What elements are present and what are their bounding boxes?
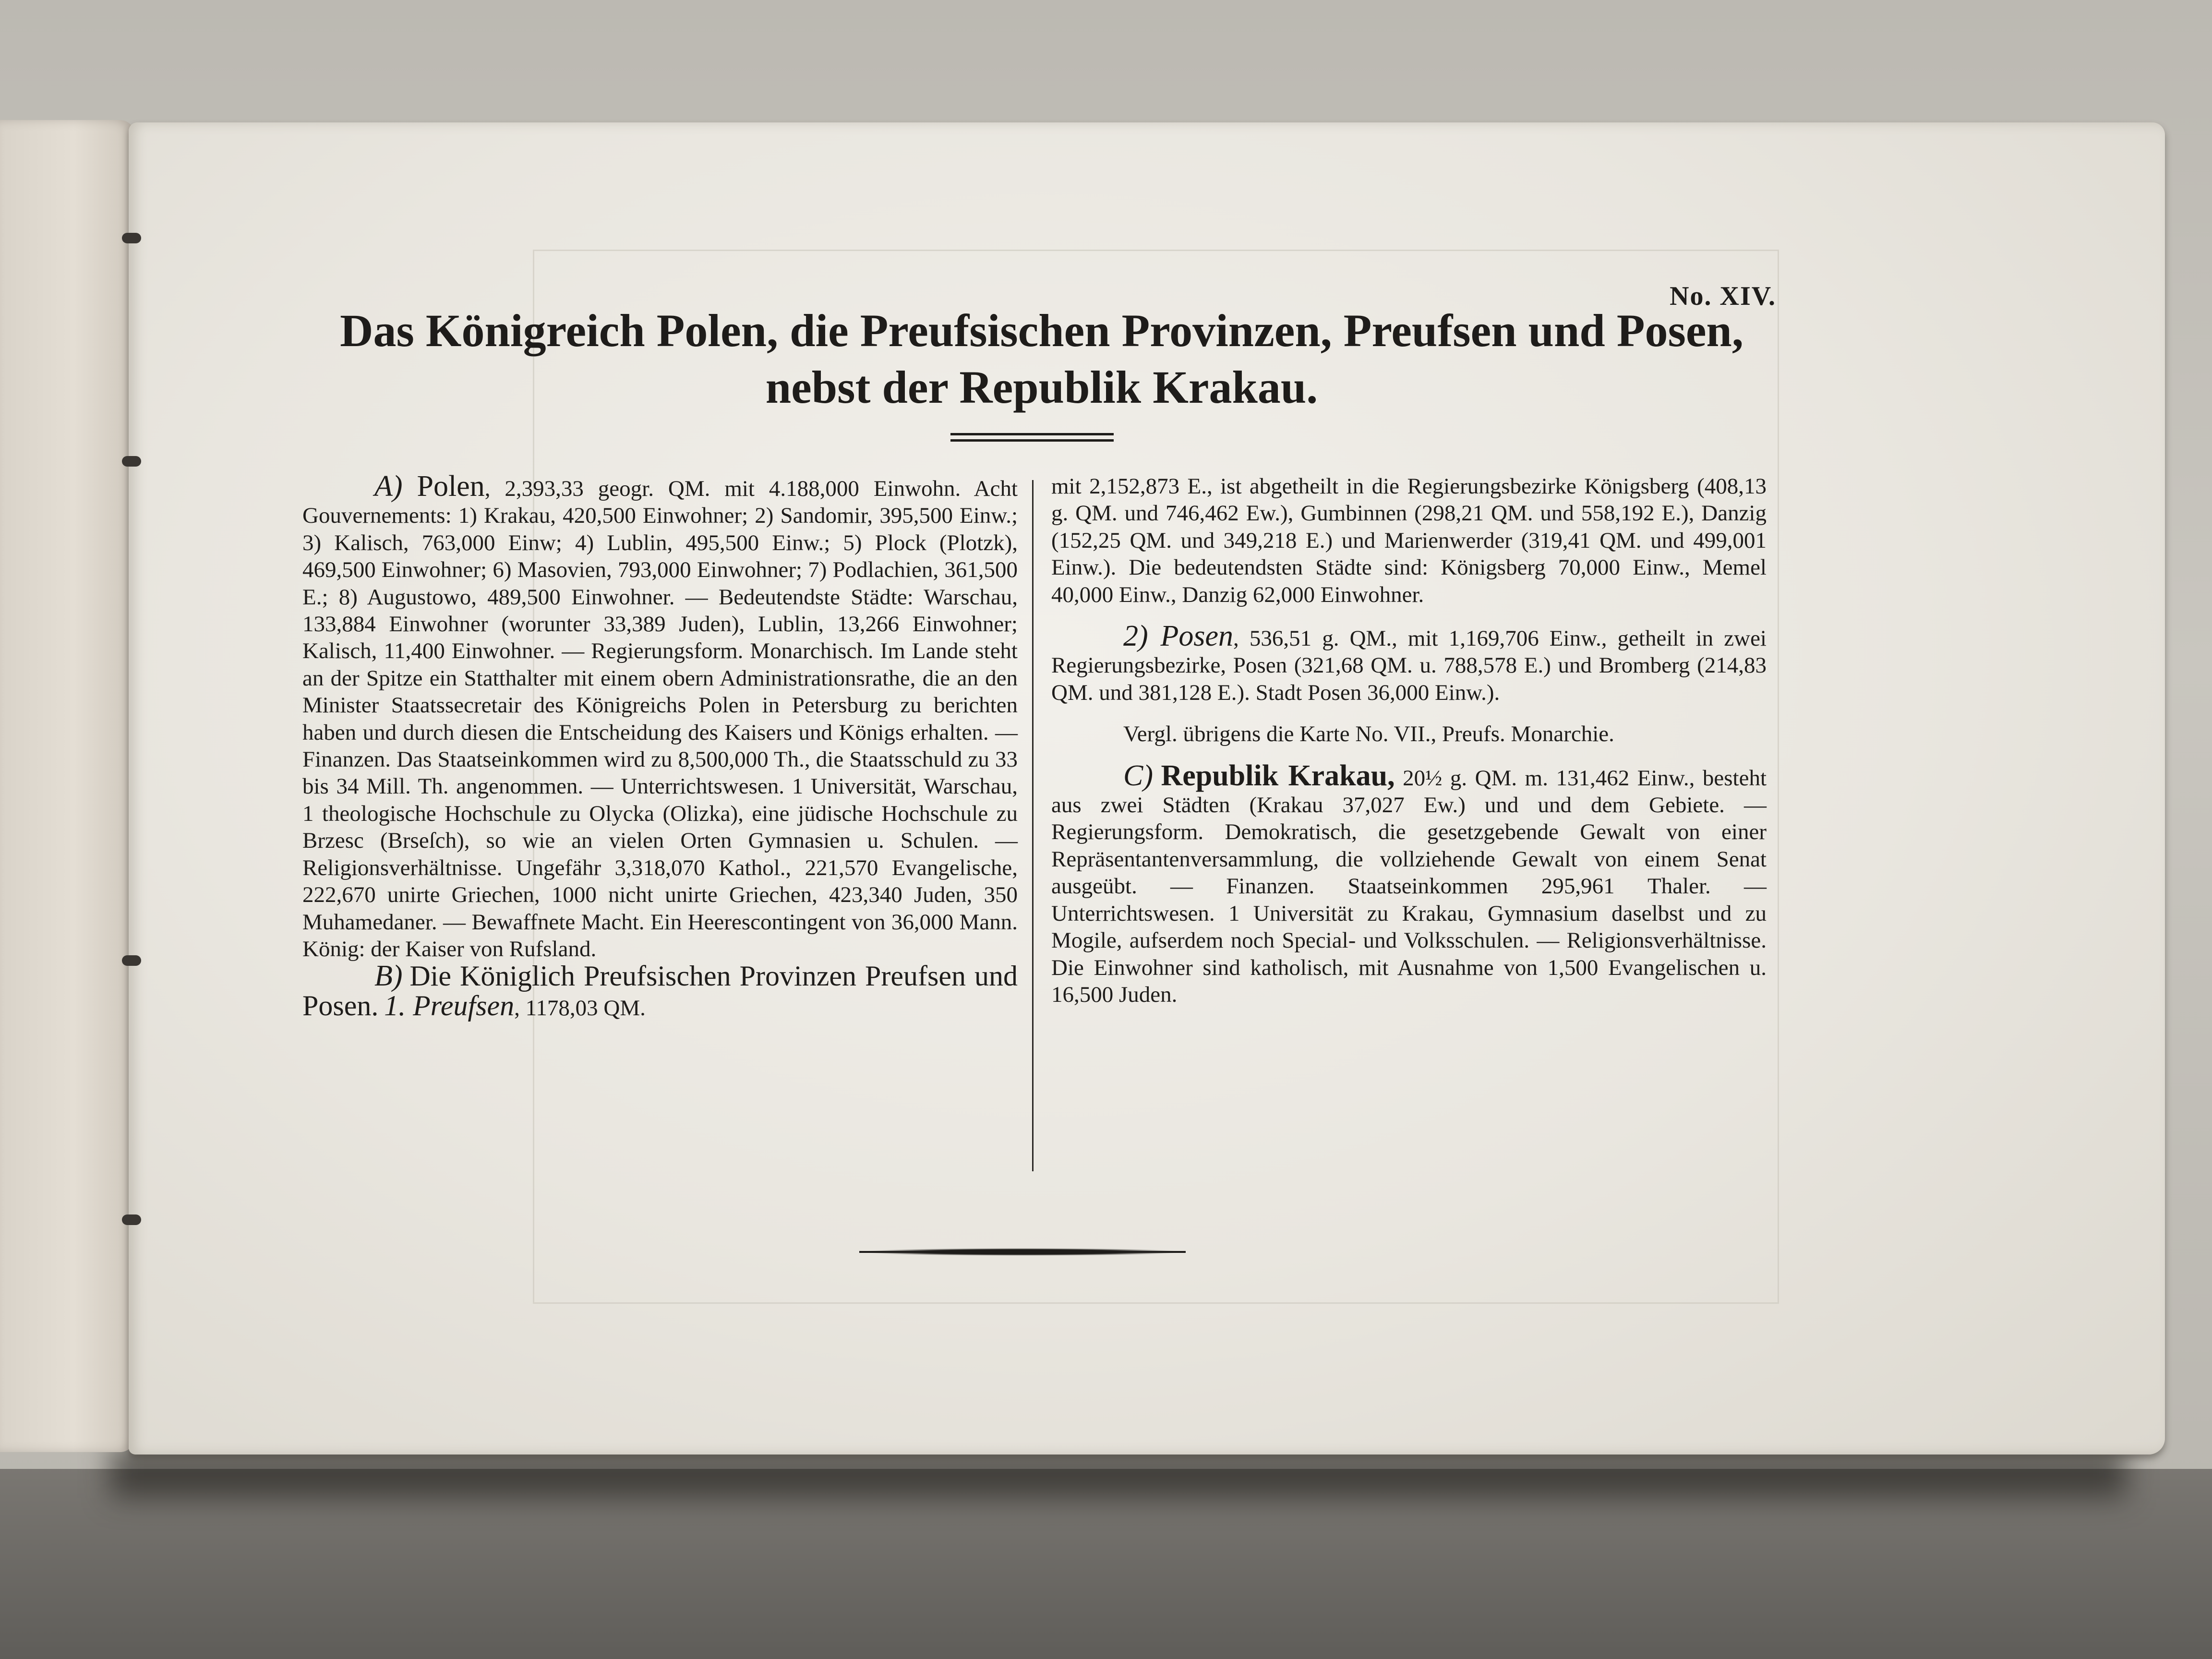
section-a-text: , 2,393,33 geogr. QM. mit 4.188,000 Einwohn. Acht Gouvernements: 1) Krakau, 420,500 Einwohner; 2) Sandomir, 395,500 Einw.; 3) Kalisch, 763,000 Einw; 4) Lublin, 495,500 Einw.; 5) Plock (Plotzk), 469,500 Einwohner; 6) Masovien, 793,000 Einwohner; 7) Podlachien, 361,500 E.; 8) Augustowo, 489,500 Einwohner. — Bedeutendste Städte: Warschau, 133,884 Einwohner (worunter 33,389 Juden), Lublin, 13,266 Einwohner; Kalisch, 11,400 Einwohner. — Regierungsform. Monarchisch. Im Lande steht an der Spitze ein Statthalter mit einem obern Administrationsrathe, die an den Minister Staatssecretair des Königreichs Polen in Petersburg zu berichten haben und durch diesen die Entscheidung des Kaisers und Königs erhalten. — Finanzen. Das Staatseinkommen wird zu 8,500,000 Th., die Staatsschuld zu 33 bis 34 Mill. Th. angenommen. — Unterrichtswesen. 1 Universität, Warschau, 1 theologische Hochschule zu Olycka (Olizka), eine jüdische Hochschule zu Brzesc (Brseſch), so wie an vielen Orten Gymnasien u. Schulen. — Religionsverhältnisse. Ungefähr 3,318,070 Kathol., 221,570 Evangelische, 222,670 unirte Griechen, 1000 nicht unirte Griechen, 423,340 Juden, 350 Muhamedaner. — Bewaffnete Macht. Ein Heerescontingent von 36,000 Mann. König: der Kaiser von Rufsland. [302,476,1018,962]
section-c-lead: C) [1123,759,1153,792]
column-divider [1032,480,1034,1171]
section-c [1051,759,1767,1009]
binding-stitch [122,955,141,966]
title-rule [950,433,1114,442]
page-title: Das Königreich Polen, die Preufsischen Provinzen, Preufsen und Posen, nebst der Republik Krakau. [340,305,1743,413]
page-number: No. XIV. [1670,281,1776,311]
section-b-sub1-lead: 1. Preufsen [384,989,515,1022]
section-b-reference: Vergl. übrigens die Karte No. VII., Preufs. Monarchie. [1123,721,1614,747]
left-page-edge [0,120,134,1452]
section-b-sub2-lead: 2) Posen [1123,620,1234,653]
column-left [302,470,1018,1022]
bottom-rule [859,1248,1186,1256]
binding-stitch [122,1214,141,1225]
section-b-posen [1051,620,1767,706]
section-b-sub1-text: , 1178,03 QM. [514,995,646,1021]
section-b-heading [302,962,1018,1022]
section-b-continued: mit 2,152,873 E., ist abgetheilt in die Regierungsbezirke Königsberg (408,13 g. QM. und 746,462 Ew.), Gumbinnen (298,21 QM. und 558,192 E.), Danzig (152,25 QM. und 349,218 E.) und Marienwerder (319,41 QM. und 499,001 Einw.). Die bedeutendsten Städte sind: Königsberg 70,000 Einw., Memel 40,000 Einw., Danzig 62,000 Einwohner. [1051,474,1767,607]
binding-stitch [122,456,141,467]
section-b-sub2-text: , 536,51 g. QM., mit 1,169,706 Einw., getheilt in zwei Regierungsbezirke, Posen (321,68 QM. u. 788,578 E.) und Bromberg (214,83 QM. und 381,128 E.). Stadt Posen 36,000 Einw.). [1051,626,1767,705]
section-a [302,470,1018,962]
section-a-name: Polen [417,470,485,503]
section-c-name: Republik Krakau, [1161,759,1395,792]
section-b-lead: B) [374,960,403,993]
section-b-name: Die Königlich Preufsischen Provinzen Preufsen und Posen. [302,960,1018,1022]
column-right [1051,473,1767,1022]
section-a-lead: A) [374,470,403,503]
binding-stitch [122,233,141,243]
section-c-text: 20½ g. QM. m. 131,462 Einw., besteht aus zwei Städten (Krakau 37,027 Ew.) und und dem Gebiete. — Regierungsform. Demokratisch, die gesetzgebende Gewalt von einer Repräsentantenversammlung, die vollziehende Gewalt von einem Senat ausgeübt. — Finanzen. Staatseinkommen 295,961 Thaler. — Unterrichtswesen. 1 Universität zu Krakau, Gymnasium daselbst und zu Mogile, aufserdem noch Special- und Volksschulen. — Religionsverhältnisse. Die Einwohner sind katholisch, mit Ausnahme von 1,500 Evangelischen u. 16,500 Juden. [1051,765,1767,1007]
